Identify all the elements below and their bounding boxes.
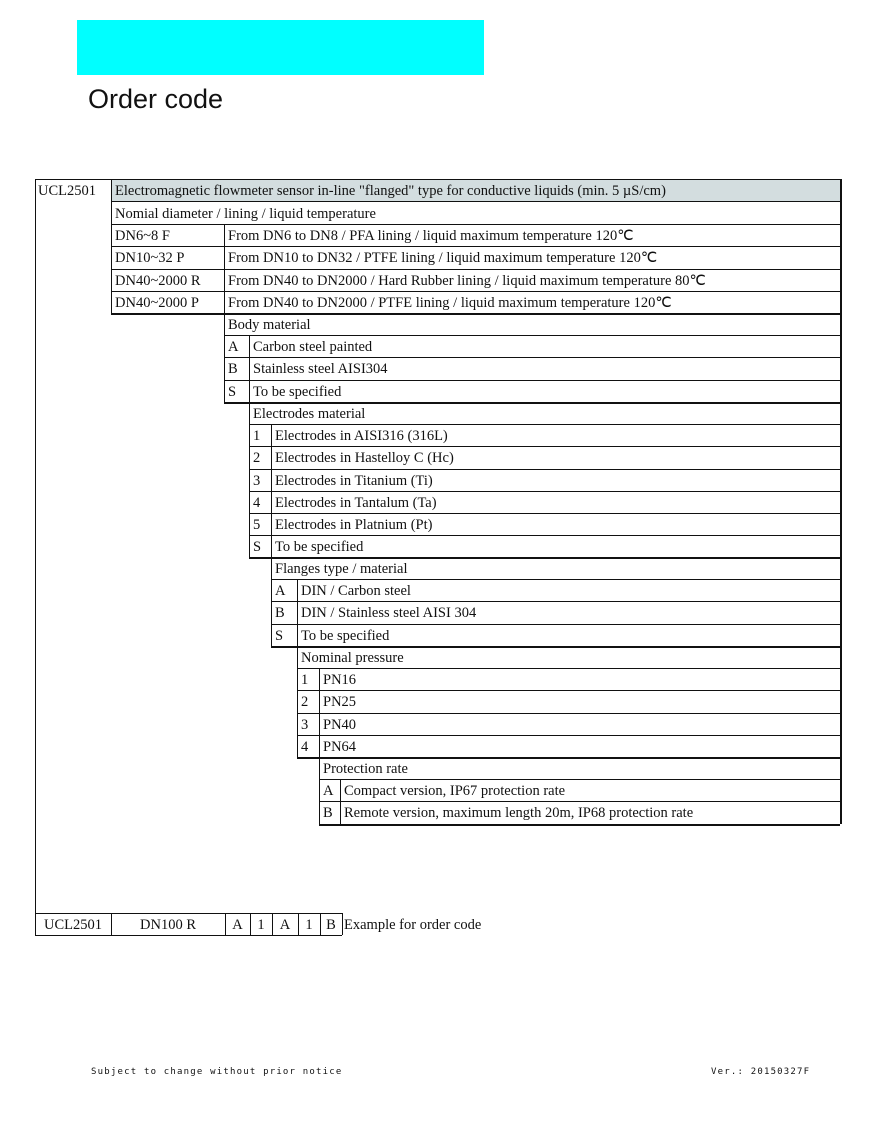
body-material-code-2: B	[228, 361, 238, 378]
pressure-option-2: PN25	[323, 694, 357, 711]
model-code: UCL2501	[38, 183, 96, 199]
rule-line	[224, 224, 225, 313]
rule-line	[340, 779, 341, 824]
electrodes-code-2: 2	[253, 450, 261, 467]
pressure-code-4: 4	[301, 738, 309, 755]
footer-disclaimer: Subject to change without prior notice	[91, 1067, 343, 1077]
rule-line	[319, 668, 320, 757]
cyan-banner	[77, 20, 484, 75]
body-material-option-2: Stainless steel AISI304	[253, 361, 388, 378]
example-cell-6: 1	[305, 917, 313, 933]
pressure-option-1: PN16	[323, 672, 357, 689]
page-title: Order code	[88, 84, 224, 114]
rule-line	[249, 335, 250, 402]
electrodes-code-6: S	[253, 539, 262, 556]
rule-line	[224, 313, 225, 402]
diameter-option-1: From DN6 to DN8 / PFA lining / liquid maximum temperature 120℃	[228, 228, 634, 245]
diameter-option-3: From DN40 to DN2000 / Hard Rubber lining / liquid maximum temperature 80℃	[228, 272, 706, 289]
rule-line	[271, 424, 272, 557]
pressure-code-3: 3	[301, 716, 309, 733]
body-material-heading: Body material	[228, 317, 311, 333]
rule-line	[297, 579, 298, 646]
rule-line	[297, 713, 840, 714]
electrodes-option-1: Electrodes in AISI316 (316L)	[275, 428, 448, 445]
example-cell-7: B	[326, 917, 336, 933]
diameter-option-2: From DN10 to DN32 / PTFE lining / liquid maximum temperature 120℃	[228, 250, 658, 267]
rule-line	[297, 690, 840, 691]
flanges-heading: Flanges type / material	[275, 561, 408, 577]
rule-line	[319, 824, 840, 826]
rule-line	[249, 402, 250, 557]
model-description: Electromagnetic flowmeter sensor in-line "flanged" type for conductive liquids (min. 5 µS/cm)	[115, 183, 666, 199]
body-material-option-3: To be specified	[253, 383, 342, 400]
electrodes-option-2: Electrodes in Hastelloy C (Hc)	[275, 450, 454, 467]
example-cell-3: A	[232, 917, 243, 933]
flanges-code-2: B	[275, 605, 285, 622]
rule-line	[297, 668, 840, 669]
electrodes-heading: Electrodes material	[253, 406, 366, 422]
protection-option-2: Remote version, maximum length 20m, IP68 protection rate	[344, 805, 694, 822]
electrodes-code-4: 4	[253, 494, 261, 511]
protection-code-1: A	[323, 783, 334, 800]
diameter-code-2: DN10~32 P	[115, 250, 185, 267]
rule-line	[297, 646, 298, 757]
example-cell-1: UCL2501	[44, 917, 102, 933]
example-divider	[342, 913, 343, 935]
electrodes-code-3: 3	[253, 472, 261, 489]
body-material-code-1: A	[228, 339, 239, 356]
rule-line	[111, 313, 840, 315]
diameter-option-4: From DN40 to DN2000 / PTFE lining / liquid maximum temperature 120℃	[228, 294, 672, 311]
rule-line	[271, 557, 272, 646]
flanges-code-3: S	[275, 627, 284, 644]
footer-version: Ver.: 20150327F	[711, 1067, 811, 1077]
electrodes-option-3: Electrodes in Titanium (Ti)	[275, 472, 433, 489]
example-label: Example for order code	[344, 917, 482, 933]
protection-code-2: B	[323, 805, 333, 822]
electrodes-code-1: 1	[253, 428, 261, 445]
electrodes-option-4: Electrodes in Tantalum (Ta)	[275, 494, 437, 511]
diameter-code-1: DN6~8 F	[115, 228, 170, 245]
body-material-option-1: Carbon steel painted	[253, 339, 373, 356]
flanges-option-1: DIN / Carbon steel	[301, 583, 411, 600]
diameter-code-4: DN40~2000 P	[115, 294, 199, 311]
protection-option-1: Compact version, IP67 protection rate	[344, 783, 566, 800]
rule-line	[297, 735, 840, 736]
flanges-option-2: DIN / Stainless steel AISI 304	[301, 605, 477, 622]
body-material-code-3: S	[228, 383, 237, 400]
electrodes-option-5: Electrodes in Platnium (Pt)	[275, 517, 433, 533]
pressure-heading: Nominal pressure	[301, 650, 404, 666]
flanges-option-3: To be specified	[301, 627, 390, 644]
example-cell-5: A	[279, 917, 291, 933]
pressure-option-3: PN40	[323, 716, 357, 733]
table-left-border	[35, 179, 36, 935]
protection-heading: Protection rate	[323, 761, 408, 777]
example-cell-2: DN100 R	[140, 917, 196, 933]
pressure-code-1: 1	[301, 672, 309, 689]
rule-line	[319, 757, 320, 824]
electrodes-option-6: To be specified	[275, 539, 364, 556]
example-cell-4: 1	[257, 917, 265, 933]
diameter-code-3: DN40~2000 R	[115, 272, 201, 289]
flanges-code-1: A	[275, 583, 286, 600]
pressure-code-2: 2	[301, 694, 309, 711]
pressure-option-4: PN64	[323, 738, 357, 755]
diameter-heading: Nomial diameter / lining / liquid temperature	[115, 206, 376, 222]
rule-line	[111, 201, 840, 202]
electrodes-code-5: 5	[253, 517, 261, 533]
table-right-border	[840, 179, 842, 824]
